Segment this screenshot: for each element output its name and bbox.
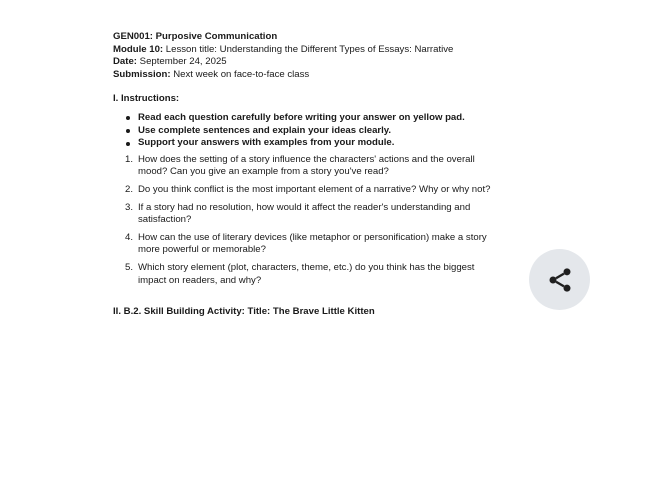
document-content — [113, 31, 513, 319]
question-text: Which story element (plot, characters, theme, etc.) do you think has the biggest impact on readers, and why? — [138, 261, 475, 286]
question-text: If a story had no resolution, how would it affect the reader's understanding and satisfaction? — [138, 201, 471, 226]
question-number: 2. — [125, 183, 134, 195]
question-item — [125, 262, 497, 287]
question-number: 4. — [125, 231, 134, 243]
question-text: Do you think conflict is the most important element of a narrative? Why or why not? — [138, 183, 491, 195]
course-title: GEN001: Purposive Communication — [113, 31, 278, 42]
bullet-item: Use complete sentences and explain your ideas clearly. — [125, 125, 513, 138]
question-item — [125, 154, 497, 179]
share-icon — [546, 266, 574, 294]
instructions-title: I. Instructions: — [113, 93, 180, 105]
instruction-bullets — [113, 112, 513, 150]
question-number: 5. — [125, 261, 134, 273]
question-list — [113, 154, 513, 287]
date-label: Date: — [113, 56, 137, 68]
question-item — [125, 232, 497, 257]
submission-line — [113, 69, 513, 82]
bullet-item: Read each question carefully before writing your answer on yellow pad. — [125, 112, 513, 125]
date-line — [113, 56, 513, 69]
module-value: Lesson title: Understanding the Different Types of Essays: Narrative — [165, 43, 454, 55]
question-number: 3. — [125, 201, 134, 213]
submission-value: Next week on face-to-face class — [173, 68, 310, 80]
question-item — [125, 184, 497, 197]
module-label: Module 10: — [113, 43, 164, 55]
date-value: September 24, 2025 — [139, 56, 227, 68]
bullet-item: Support your answers with examples from your module. — [125, 137, 513, 150]
submission-label: Submission: — [113, 68, 171, 80]
question-item — [125, 202, 497, 227]
question-text: How does the setting of a story influence the characters' actions and the overall mood? Can you give an example from a story you've read? — [138, 153, 475, 178]
question-text: How can the use of literary devices (like metaphor or personification) make a story more powerful or memorable? — [138, 231, 487, 256]
module-line — [113, 44, 513, 57]
activity-title: II. B.2. Skill Building Activity: Title: The Brave Little Kitten — [113, 306, 375, 318]
question-number: 1. — [125, 153, 134, 165]
share-button[interactable] — [529, 249, 590, 310]
